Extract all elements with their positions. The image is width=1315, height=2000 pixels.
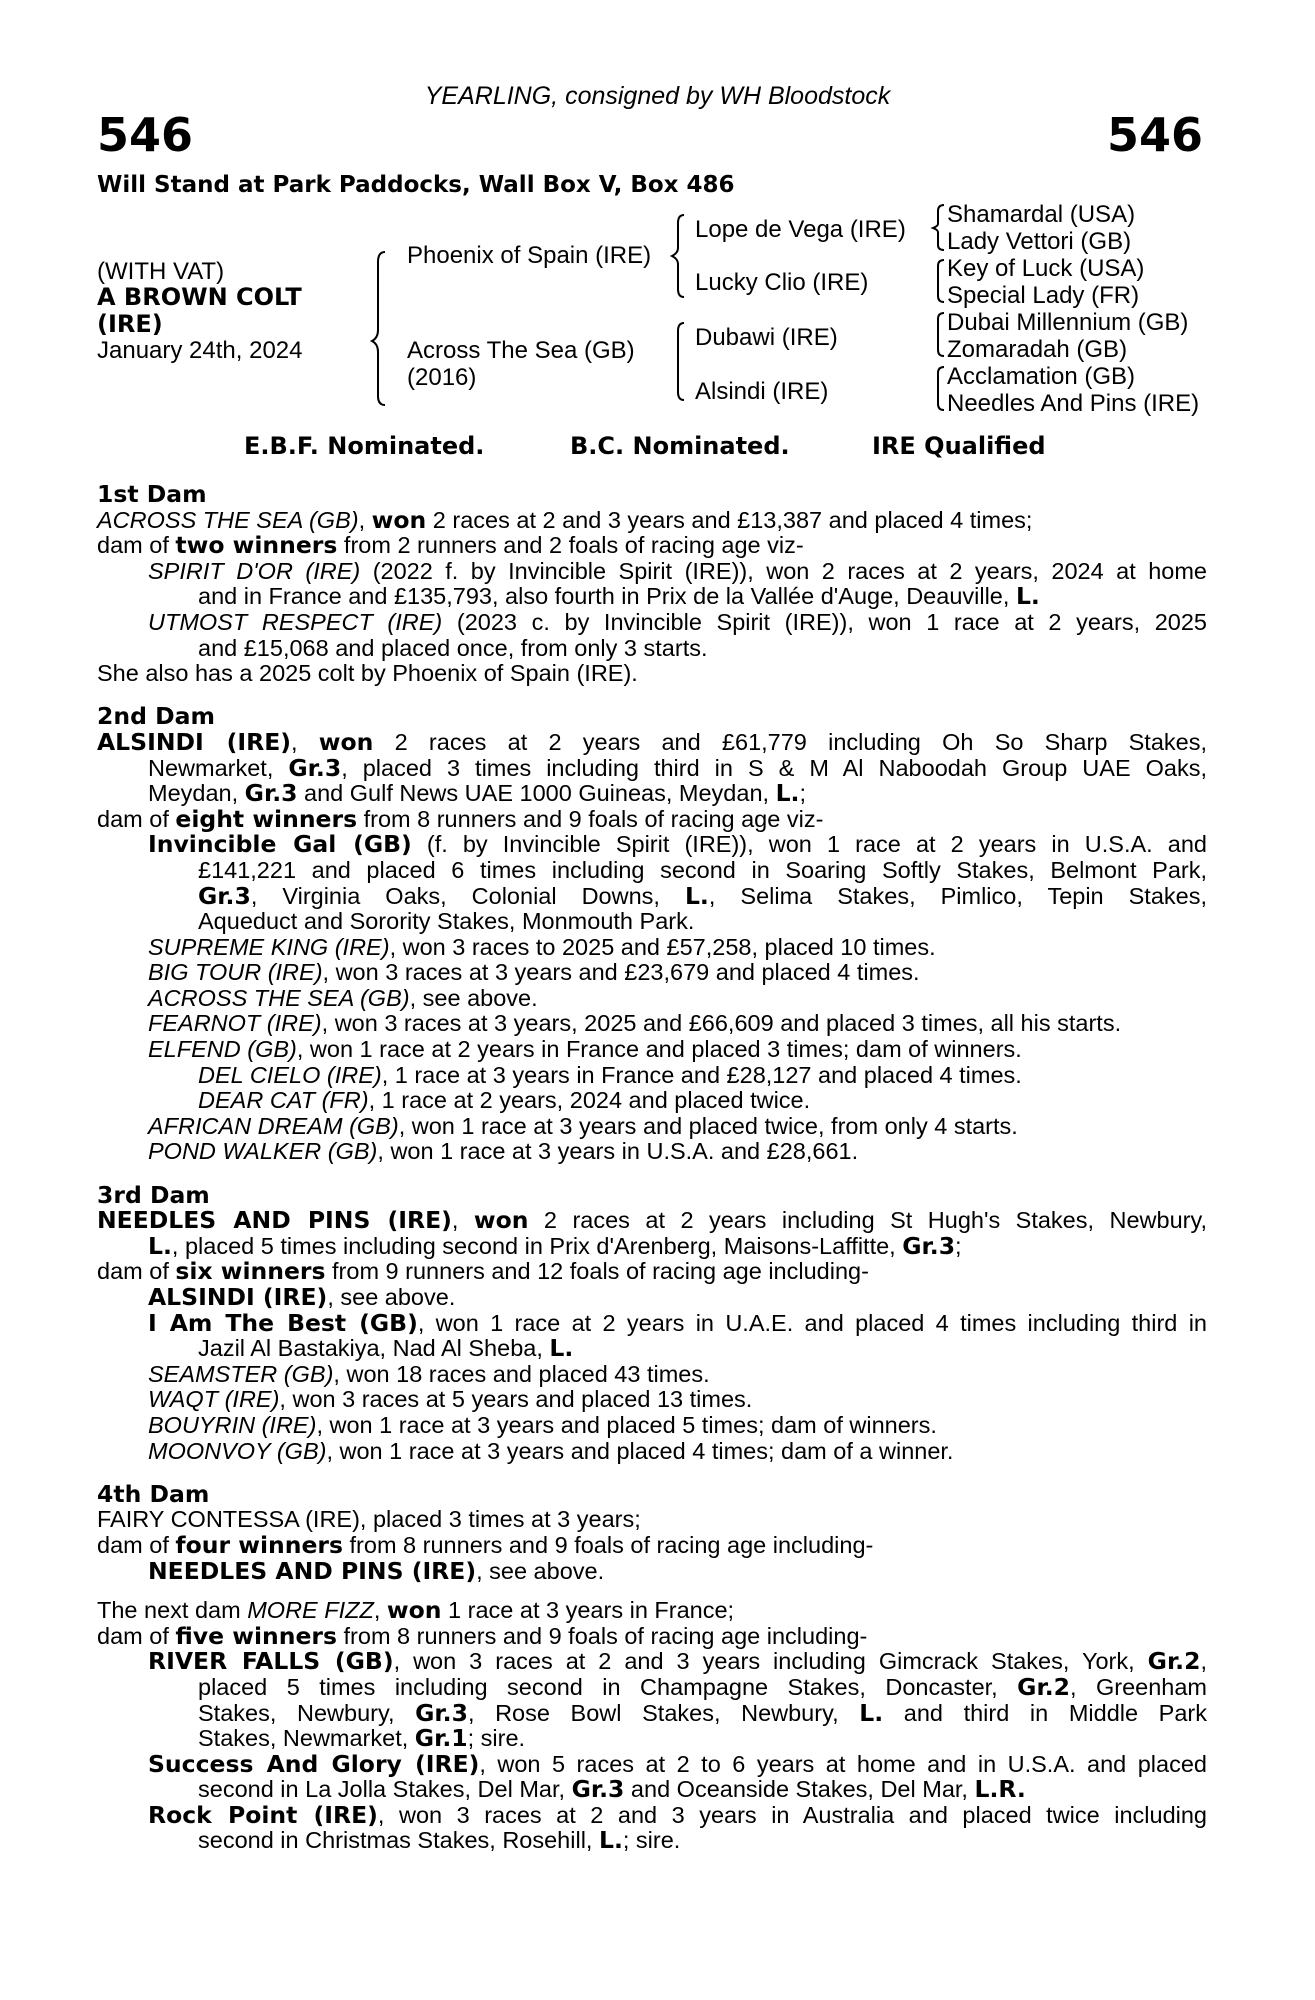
horse-origin: (IRE)	[97, 310, 163, 338]
horse-name: Success And Glory (IRE)	[148, 1749, 480, 1778]
progeny-line-cont: placed 5 times including second in Champagne Stakes, Doncaster, Gr.2, Greenham	[198, 1672, 1208, 1701]
progeny-line-cont: and £15,068 and placed once, from only 3 starts.	[198, 634, 708, 661]
section-heading: 3rd Dam	[97, 1180, 210, 1209]
grade-label: L.	[1015, 582, 1040, 611]
grade-label: Gr.3	[415, 1698, 468, 1727]
horse-name: Rock Point (IRE)	[148, 1800, 378, 1829]
progeny-line-cont: second in La Jolla Stakes, Del Mar, Gr.3 and Oceanside Stakes, Del Mar, L.R.	[198, 1775, 1026, 1804]
progeny-line: ELFEND (GB), won 1 race at 2 years in France and placed 3 times; dam of winners.	[148, 1036, 1022, 1063]
dam-line: NEEDLES AND PINS (IRE), won 2 races at 2 years including St Hugh's Stakes, Newbury,	[97, 1206, 1207, 1235]
grade-label: L.	[859, 1698, 884, 1727]
dam-sire-sire: Dubai Millennium (GB)	[947, 309, 1189, 336]
grade-label: Gr.3	[198, 881, 251, 910]
progeny-line: Rock Point (IRE), won 3 races at 2 and 3 years in Australia and placed twice including	[148, 1800, 1208, 1829]
text: dam of	[97, 532, 176, 559]
produce-summary: dam of five winners from 8 runners and 9 foals of racing age including-	[97, 1621, 868, 1650]
horse-name: POND WALKER (GB)	[148, 1138, 378, 1165]
bc-nomination: B.C. Nominated.	[570, 432, 790, 460]
ebf-nomination: E.B.F. Nominated.	[244, 432, 485, 460]
horse-name: Invincible Gal (GB)	[148, 830, 412, 859]
dam-sire-dam: Zomaradah (GB)	[947, 336, 1128, 363]
progeny-line	[97, 610, 1207, 636]
progeny-line-cont	[97, 584, 1207, 610]
won-label: won	[386, 1596, 442, 1625]
second-dam-section	[97, 704, 1207, 1165]
sire-dam-dam: Special Lady (FR)	[947, 282, 1140, 309]
progeny-line-cont: Stakes, Newmarket, Gr.1; sire.	[198, 1724, 526, 1753]
progeny-line: ACROSS THE SEA (GB), see above.	[148, 984, 538, 1011]
progeny-line: Invincible Gal (GB) (f. by Invincible Spirit (IRE)), won 1 race at 2 years in U.S.A. and	[148, 830, 1207, 859]
winners-count: six winners	[175, 1257, 326, 1286]
sire-sire-sire: Shamardal (USA)	[947, 201, 1136, 228]
produce-summary: dam of four winners from 8 runners and 9 foals of racing age including-	[97, 1530, 874, 1559]
section-heading: 4th Dam	[97, 1479, 210, 1508]
grade-label: L.R.	[974, 1775, 1026, 1804]
horse-name: ELFEND (GB)	[148, 1036, 297, 1063]
progeny-line: BIG TOUR (IRE), won 3 races at 3 years and £23,679 and placed 4 times.	[148, 959, 920, 986]
grade-label: Gr.3	[244, 779, 298, 808]
won-label: won	[318, 727, 374, 756]
sire-sire: Lope de Vega (IRE)	[695, 216, 906, 243]
dam-line-cont: Newmarket, Gr.3, placed 3 times including third in S & M Al Naboodah Group UAE Oaks,	[148, 753, 1207, 782]
ire-qualified: IRE Qualified	[872, 432, 1046, 460]
grade-label: Gr.1	[414, 1724, 468, 1753]
horse-name: BOUYRIN (IRE)	[148, 1411, 317, 1438]
horse-name: FEARNOT (IRE)	[148, 1010, 322, 1037]
dam-dam-sire: Acclamation (GB)	[947, 363, 1136, 390]
horse-name: SPIRIT D'OR (IRE)	[148, 557, 361, 584]
won-label: won	[371, 505, 427, 534]
horse-name: BIG TOUR (IRE)	[148, 959, 323, 986]
text: and in France and £135,793, also fourth in Prix de la Vallée d'Auge, Deauville,	[198, 583, 1016, 610]
won-label: won	[473, 1206, 529, 1235]
horse-name: DEAR CAT (FR)	[198, 1087, 369, 1114]
progeny-line: I Am The Best (GB), won 1 race at 2 years in U.A.E. and placed 4 times including third in	[148, 1308, 1207, 1337]
dam-line: The next dam MORE FIZZ, won 1 race at 3 years in France;	[97, 1596, 735, 1625]
progeny-line: POND WALKER (GB), won 1 race at 3 years in U.S.A. and £28,661.	[148, 1138, 859, 1165]
dam: Across The Sea (GB)	[407, 337, 635, 364]
progeny-line: Success And Glory (IRE), won 5 races at 2 to 6 years at home and in U.S.A. and placed	[148, 1749, 1207, 1778]
dam-dam: Alsindi (IRE)	[695, 378, 829, 405]
grade-label: Gr.2	[1147, 1647, 1201, 1676]
text: from 2 runners and 2 foals of racing age viz-	[337, 532, 804, 559]
produce-summary: dam of six winners from 9 runners and 12 foals of racing age including-	[97, 1257, 869, 1286]
progeny-line-cont: Jazil Al Bastakiya, Nad Al Sheba, L.	[198, 1334, 574, 1363]
horse-name: ACROSS THE SEA (GB)	[97, 506, 359, 533]
grade-label: L.	[775, 779, 800, 808]
winners-count: five winners	[175, 1621, 337, 1650]
horse-description: A BROWN COLT	[97, 283, 302, 311]
lot-number-right: 546	[1106, 108, 1203, 162]
progeny-line: FEARNOT (IRE), won 3 races at 3 years, 2025 and £66,609 and placed 3 times, all his starts.	[148, 1010, 1122, 1037]
horse-name: ALSINDI (IRE)	[97, 727, 292, 756]
dam-sire: Dubawi (IRE)	[695, 324, 838, 351]
next-dam-section	[97, 1598, 1207, 1854]
grand-progeny-line: DEL CIELO (IRE), 1 race at 3 years in France and £28,127 and placed 4 times.	[198, 1061, 1022, 1088]
horse-name: NEEDLES AND PINS (IRE)	[97, 1206, 452, 1235]
dam-line: ALSINDI (IRE), won 2 races at 2 years and £61,779 including Oh So Sharp Stakes,	[97, 727, 1208, 756]
horse-name: AFRICAN DREAM (GB)	[148, 1112, 399, 1139]
horse-name: RIVER FALLS (GB)	[148, 1647, 394, 1676]
lot-number-left: 546	[97, 108, 194, 162]
text: 2 races at 2 years and £61,779 including Oh So Sharp Stakes,	[373, 728, 1208, 755]
catalogue-body	[97, 482, 1207, 1854]
horse-name: WAQT (IRE)	[148, 1386, 280, 1413]
grade-label: Gr.3	[288, 753, 342, 782]
progeny-line	[97, 559, 1207, 585]
progeny-line-cont: £141,221 and placed 6 times including second in Soaring Softly Stakes, Belmont Park,	[198, 856, 1207, 883]
progeny-line: AFRICAN DREAM (GB), won 1 race at 3 years and placed twice, from only 4 starts.	[148, 1112, 1018, 1139]
produce-summary	[97, 533, 1207, 559]
progeny-line: RIVER FALLS (GB), won 3 races at 2 and 3 years including Gimcrack Stakes, York, Gr.2,	[148, 1647, 1207, 1676]
grade-label: L.	[549, 1334, 574, 1363]
produce-summary: dam of eight winners from 8 runners and 9 foals of racing age viz-	[97, 804, 824, 833]
grade-label: L.	[684, 881, 709, 910]
horse-name: MORE FIZZ	[247, 1597, 374, 1624]
progeny-line: SEAMSTER (GB), won 18 races and placed 43 times.	[148, 1360, 710, 1387]
winners-count: two winners	[175, 531, 338, 560]
dam-line-cont: L., placed 5 times including second in Prix d'Arenberg, Maisons-Laffitte, Gr.3;	[148, 1231, 962, 1260]
section-heading: 2nd Dam	[97, 702, 215, 731]
progeny-line: BOUYRIN (IRE), won 1 race at 3 years and placed 5 times; dam of winners.	[148, 1411, 937, 1438]
winners-count: eight winners	[175, 804, 358, 833]
grade-label: L.	[598, 1826, 623, 1855]
horse-name: ACROSS THE SEA (GB)	[148, 984, 410, 1011]
horse-name: NEEDLES AND PINS (IRE)	[148, 1556, 477, 1585]
progeny-line-cont: Stakes, Newbury, Gr.3, Rose Bowl Stakes, Newbury, L. and third in Middle Park	[198, 1698, 1207, 1727]
text: 2 races at 2 and 3 years and £13,387 and placed 4 times;	[426, 506, 1033, 533]
grade-label: Gr.3	[902, 1231, 956, 1260]
horse-name: ALSINDI (IRE)	[148, 1283, 328, 1311]
dam-dam-dam: Needles And Pins (IRE)	[947, 390, 1200, 417]
progeny-line: SUPREME KING (IRE), won 3 races to 2025 and £57,258, placed 10 times.	[148, 933, 936, 960]
sire: Phoenix of Spain (IRE)	[407, 242, 652, 269]
third-dam-section	[97, 1180, 1207, 1465]
progeny-line: NEEDLES AND PINS (IRE), see above.	[148, 1556, 605, 1585]
text: (2022 f. by Invincible Spirit (IRE)), won 2 races at 2 years, 2024 at home	[360, 557, 1207, 584]
dam-line: ACROSS THE SEA (GB), won 2 races at 2 and 3 years and £13,387 and placed 4 times;	[97, 505, 1033, 534]
dam-line-cont: Meydan, Gr.3 and Gulf News UAE 1000 Guineas, Meydan, L.;	[148, 779, 807, 808]
dam-year: (2016)	[407, 364, 477, 391]
progeny-line-cont: Gr.3, Virginia Oaks, Colonial Downs, L., Selima Stakes, Pimlico, Tepin Stakes,	[198, 881, 1207, 910]
progeny-line: MOONVOY (GB), won 1 race at 3 years and placed 4 times; dam of a winner.	[148, 1437, 954, 1464]
progeny-line: WAQT (IRE), won 3 races at 5 years and placed 13 times.	[148, 1386, 753, 1413]
consignment-line: YEARLING, consigned by WH Bloodstock	[424, 82, 891, 110]
horse-name: DEL CIELO (IRE)	[198, 1061, 382, 1088]
stand-location: Will Stand at Park Paddocks, Wall Box V, Box 486	[97, 172, 735, 198]
progeny-line: ALSINDI (IRE), see above.	[148, 1283, 456, 1311]
progeny-line-cont: Aqueduct and Sorority Stakes, Monmouth Park.	[198, 908, 695, 935]
sire-dam: Lucky Clio (IRE)	[695, 269, 869, 296]
horse-name: SUPREME KING (IRE)	[148, 933, 390, 960]
horse-name: UTMOST RESPECT (IRE)	[148, 608, 443, 635]
first-dam-section	[97, 482, 1207, 687]
sire-sire-dam: Lady Vettori (GB)	[947, 228, 1132, 255]
progeny-line-cont: second in Christmas Stakes, Rosehill, L.; sire.	[198, 1826, 681, 1855]
fourth-dam-section	[97, 1479, 1207, 1585]
grand-progeny-line: DEAR CAT (FR), 1 race at 2 years, 2024 and placed twice.	[198, 1087, 811, 1114]
text: (2023 c. by Invincible Spirit (IRE)), won 1 race at 2 years, 2025	[442, 608, 1207, 635]
winners-count: four winners	[175, 1530, 343, 1559]
grade-label: L.	[148, 1231, 172, 1260]
horse-name: I Am The Best (GB)	[148, 1308, 418, 1337]
grade-label: Gr.3	[571, 1775, 625, 1804]
note-line: She also has a 2025 colt by Phoenix of Spain (IRE).	[97, 660, 638, 687]
grade-label: Gr.2	[1017, 1672, 1070, 1701]
sire-dam-sire: Key of Luck (USA)	[947, 255, 1145, 282]
horse-name: SEAMSTER (GB)	[148, 1360, 334, 1387]
horse-name: MOONVOY (GB)	[148, 1437, 327, 1464]
dam-line: FAIRY CONTESSA (IRE), placed 3 times at 3 years;	[97, 1506, 641, 1533]
vat-note: (WITH VAT)	[97, 258, 225, 285]
section-heading: 1st Dam	[97, 480, 207, 508]
foaling-date: January 24th, 2024	[97, 337, 303, 364]
